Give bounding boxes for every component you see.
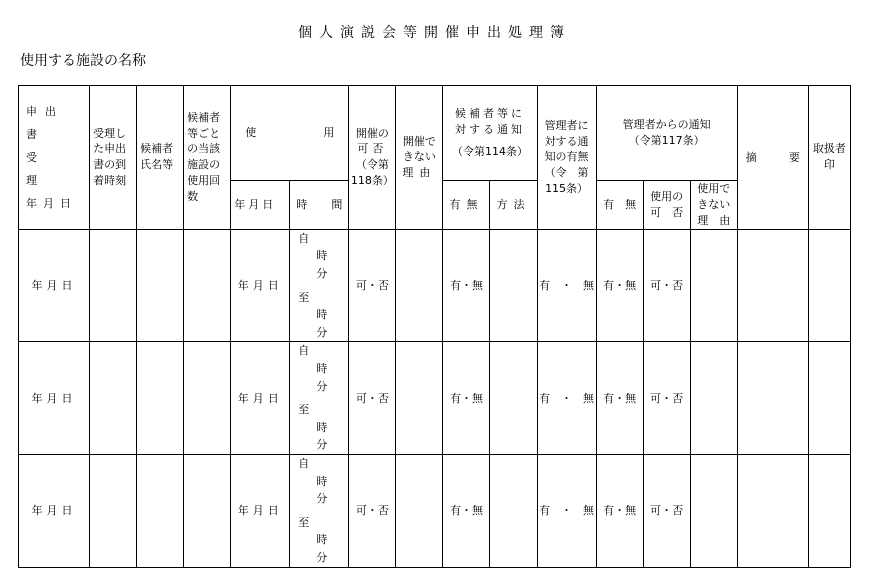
header-admin-from-yes-no: 有 無 (596, 181, 643, 230)
header-candidate: 候補者氏名等 (137, 86, 184, 230)
notice-method-cell[interactable] (490, 342, 537, 455)
header-admin-from-reason: 使用で きない 理 由 (690, 181, 737, 230)
header-use-date: 年月日 (231, 181, 290, 230)
arrival-time-cell[interactable] (90, 454, 137, 567)
admin-from-reason-cell[interactable] (690, 229, 737, 342)
header-use (231, 86, 349, 181)
header-received (19, 86, 90, 230)
received-date-cell[interactable]: 年月日 (19, 229, 90, 342)
remarks-cell[interactable] (737, 342, 808, 455)
cannot-reason-cell[interactable] (396, 229, 443, 342)
admin-notice-cell[interactable]: 有 ・ 無 (537, 229, 596, 342)
use-time-cell[interactable]: 自 時 分 至 時 分 (290, 342, 349, 455)
received-date-cell[interactable]: 年月日 (19, 454, 90, 567)
header-admin-from-use: 使用の 可 否 (643, 181, 690, 230)
usage-count-cell[interactable] (184, 342, 231, 455)
notice-method-cell[interactable] (490, 229, 537, 342)
header-received-line3: 年月日 (26, 197, 77, 211)
use-date-cell[interactable]: 年月日 (231, 454, 290, 567)
header-handler-seal: 取扱者印 (808, 86, 850, 230)
header-use-time: 時 間 (290, 181, 349, 230)
candidate-cell[interactable] (137, 454, 184, 567)
header-received-line1: 申出書 (26, 104, 64, 141)
admin-notice-cell[interactable]: 有 ・ 無 (537, 454, 596, 567)
notice-yes-no-cell[interactable]: 有・無 (443, 454, 490, 567)
cannot-reason-cell[interactable] (396, 454, 443, 567)
header-notice-to-candidate: 候補者等に 対する通知 （令第114条） (443, 86, 537, 181)
notice-method-cell[interactable] (490, 454, 537, 567)
admin-from-use-cell[interactable]: 可・否 (643, 342, 690, 455)
handler-seal-cell[interactable] (808, 342, 850, 455)
remarks-cell[interactable] (737, 454, 808, 567)
page-title: 個人演説会等開催申出処理簿 (298, 25, 571, 41)
candidate-cell[interactable] (137, 229, 184, 342)
notice-yes-no-cell[interactable]: 有・無 (443, 342, 490, 455)
use-time-cell[interactable]: 自 時 分 至 時 分 (290, 454, 349, 567)
usage-count-cell[interactable] (184, 229, 231, 342)
table-row (19, 229, 851, 342)
admin-from-use-cell[interactable]: 可・否 (643, 229, 690, 342)
received-date-cell[interactable]: 年月日 (19, 342, 90, 455)
allowed-cell[interactable]: 可・否 (349, 229, 396, 342)
admin-from-use-cell[interactable]: 可・否 (643, 454, 690, 567)
header-admin-from-group: 管理者からの通知 （令第117条） (596, 86, 737, 181)
header-notice-yes-no: 有無 (443, 181, 490, 230)
header-notice-method: 方法 (490, 181, 537, 230)
header-admin-notice: 管理者に 対する通 知の有無 （令 第 115条） (537, 86, 596, 230)
use-date-cell[interactable]: 年月日 (231, 229, 290, 342)
allowed-cell[interactable]: 可・否 (349, 454, 396, 567)
header-received-line2: 受理 (26, 150, 59, 187)
table-row (19, 454, 851, 567)
header-use-char2: 用 (323, 126, 335, 140)
usage-count-cell[interactable] (184, 454, 231, 567)
table-row (19, 342, 851, 455)
admin-from-yes-no-cell[interactable]: 有・無 (596, 342, 643, 455)
handler-seal-cell[interactable] (808, 229, 850, 342)
cannot-reason-cell[interactable] (396, 342, 443, 455)
header-use-char1: 使 (245, 126, 257, 140)
admin-from-reason-cell[interactable] (690, 342, 737, 455)
admin-from-yes-no-cell[interactable]: 有・無 (596, 454, 643, 567)
allowed-cell[interactable]: 可・否 (349, 342, 396, 455)
remarks-cell[interactable] (737, 229, 808, 342)
admin-from-yes-no-cell[interactable]: 有・無 (596, 229, 643, 342)
admin-from-reason-cell[interactable] (690, 454, 737, 567)
notice-yes-no-cell[interactable]: 有・無 (443, 229, 490, 342)
arrival-time-cell[interactable] (90, 342, 137, 455)
ledger-table (18, 85, 851, 568)
facility-name-label: 使用する施設の名称 (20, 53, 146, 69)
header-remarks: 摘 要 (737, 86, 808, 230)
candidate-cell[interactable] (137, 342, 184, 455)
arrival-time-cell[interactable] (90, 229, 137, 342)
admin-notice-cell[interactable]: 有 ・ 無 (537, 342, 596, 455)
header-row-1 (19, 86, 851, 181)
handler-seal-cell[interactable] (808, 454, 850, 567)
header-allowed: 開催の 可否 （令第 118条） (349, 86, 396, 230)
header-arrival-time: 受理した申出書の到着時刻 (90, 86, 137, 230)
use-time-cell[interactable]: 自 時 分 至 時 分 (290, 229, 349, 342)
header-cannot-reason: 開催で きない 理由 (396, 86, 443, 230)
use-date-cell[interactable]: 年月日 (231, 342, 290, 455)
header-usage-count: 候補者等ごとの当該施設の使用回数 (184, 86, 231, 230)
